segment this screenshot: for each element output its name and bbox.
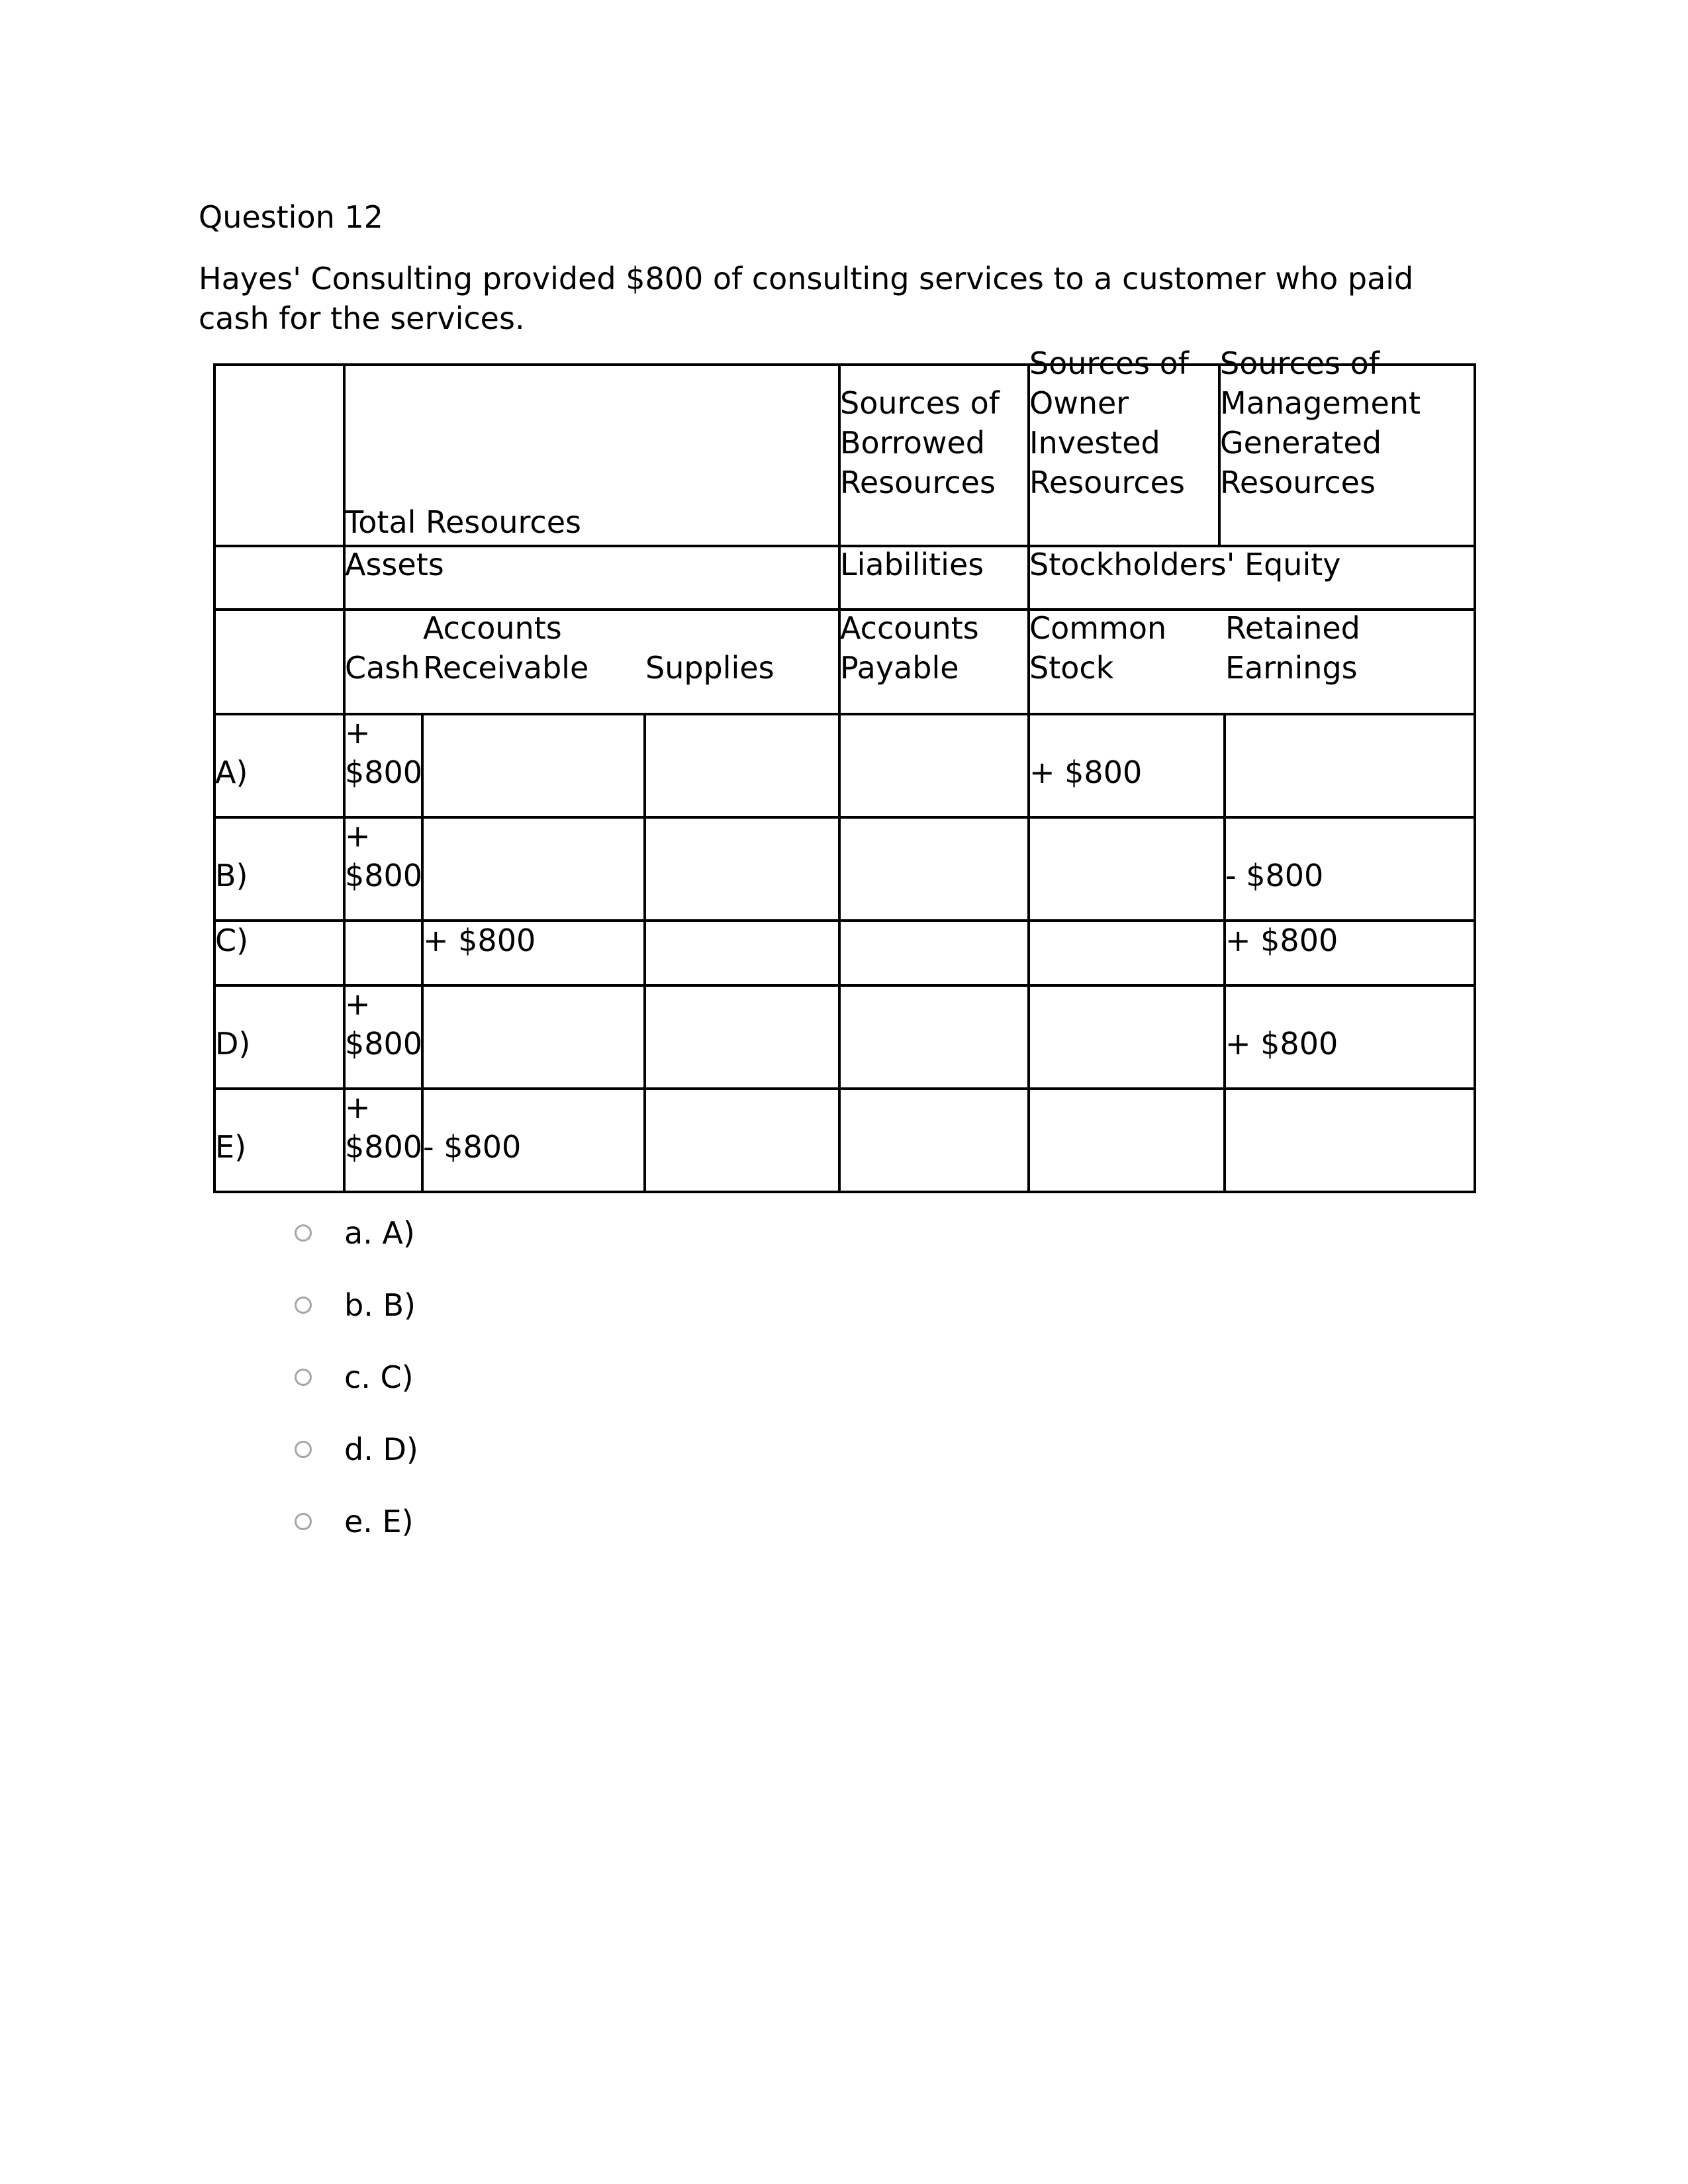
row-label: A) <box>215 754 248 790</box>
row-label: E) <box>215 1129 247 1165</box>
header-ar-line: Receivable <box>423 650 589 686</box>
header-total-resources: Total Resources <box>345 504 581 540</box>
radio-button-icon[interactable] <box>295 1369 312 1386</box>
option-label: a. A) <box>344 1215 415 1251</box>
row-accounts-receivable: + $800 <box>423 923 536 958</box>
header-re-line: Retained <box>1225 610 1360 646</box>
row-cash-amount: $800 <box>345 1129 423 1165</box>
option-b[interactable] <box>291 1285 556 1325</box>
header-ar-line: Accounts <box>423 610 562 646</box>
header-common-stock <box>1029 608 1166 688</box>
row-label: B) <box>215 858 248 893</box>
row-cash-amount: $800 <box>345 1026 423 1062</box>
header-borrowed-line: Resources <box>840 465 996 500</box>
header-management-line: Sources of <box>1220 345 1380 381</box>
row-common-stock: + $800 <box>1029 754 1143 790</box>
question-title: Question 12 <box>199 199 383 235</box>
header-owner-line: Owner <box>1029 385 1129 421</box>
row-cash-amount: $800 <box>345 858 423 893</box>
option-label: c. C) <box>344 1359 414 1395</box>
row-cash <box>345 816 422 895</box>
table-rule <box>643 713 646 1193</box>
header-management-line: Management <box>1220 385 1421 421</box>
option-label: d. D) <box>344 1432 418 1467</box>
row-cash-sign: + <box>345 1089 371 1125</box>
header-re-line: Earnings <box>1225 650 1358 686</box>
radio-button-icon[interactable] <box>295 1441 312 1458</box>
header-liabilities: Liabilities <box>840 547 984 582</box>
header-owner-line: Sources of <box>1029 345 1189 381</box>
row-cash <box>345 984 422 1064</box>
header-borrowed-line: Sources of <box>840 385 1000 421</box>
header-supplies: Supplies <box>645 650 774 686</box>
header-cs-line: Common <box>1029 610 1167 646</box>
header-owner-resources <box>1029 343 1189 502</box>
table-border-right <box>1474 363 1476 1193</box>
row-label: D) <box>215 1026 251 1062</box>
question-text-line-1: Hayes' Consulting provided $800 of consulting services to a customer who paid <box>199 261 1414 296</box>
option-a[interactable] <box>291 1213 556 1253</box>
option-d[interactable] <box>291 1430 556 1469</box>
table-border-bottom <box>213 1191 1476 1193</box>
option-label: b. B) <box>344 1287 416 1323</box>
row-cash-sign: + <box>345 818 371 854</box>
row-retained-earnings: + $800 <box>1225 1026 1338 1062</box>
row-accounts-receivable: - $800 <box>423 1129 522 1165</box>
radio-button-icon[interactable] <box>295 1297 312 1314</box>
header-ap-line: Payable <box>840 650 959 686</box>
header-ap-line: Accounts <box>840 610 979 646</box>
row-cash-sign: + <box>345 715 371 751</box>
header-assets: Assets <box>345 547 444 582</box>
transaction-table <box>213 345 1476 1193</box>
radio-button-icon[interactable] <box>295 1513 312 1530</box>
header-accounts-payable <box>840 608 979 688</box>
header-cash: Cash <box>345 650 420 686</box>
row-cash-sign: + <box>345 986 371 1022</box>
question-text-line-2: cash for the services. <box>199 300 525 336</box>
row-cash-amount: $800 <box>345 754 423 790</box>
header-owner-line: Resources <box>1029 465 1185 500</box>
header-management-line: Resources <box>1220 465 1376 500</box>
header-management-line: Generated <box>1220 425 1382 461</box>
header-borrowed-line: Borrowed <box>840 425 985 461</box>
row-cash <box>345 1087 422 1167</box>
row-retained-earnings: + $800 <box>1225 923 1338 958</box>
radio-button-icon[interactable] <box>295 1224 312 1242</box>
header-cs-line: Stock <box>1029 650 1114 686</box>
option-label: e. E) <box>344 1504 414 1539</box>
row-retained-earnings: - $800 <box>1225 858 1324 893</box>
header-owner-line: Invested <box>1029 425 1160 461</box>
header-stockholders-equity: Stockholders' Equity <box>1029 547 1341 582</box>
option-c[interactable] <box>291 1357 556 1397</box>
row-label: C) <box>215 923 249 958</box>
row-cash <box>345 713 422 792</box>
header-management-resources <box>1220 343 1421 502</box>
option-e[interactable] <box>291 1502 556 1541</box>
header-retained-earnings <box>1225 608 1360 688</box>
header-borrowed-resources <box>840 383 1000 502</box>
question-text <box>199 259 1470 338</box>
header-accounts-receivable <box>423 608 588 688</box>
